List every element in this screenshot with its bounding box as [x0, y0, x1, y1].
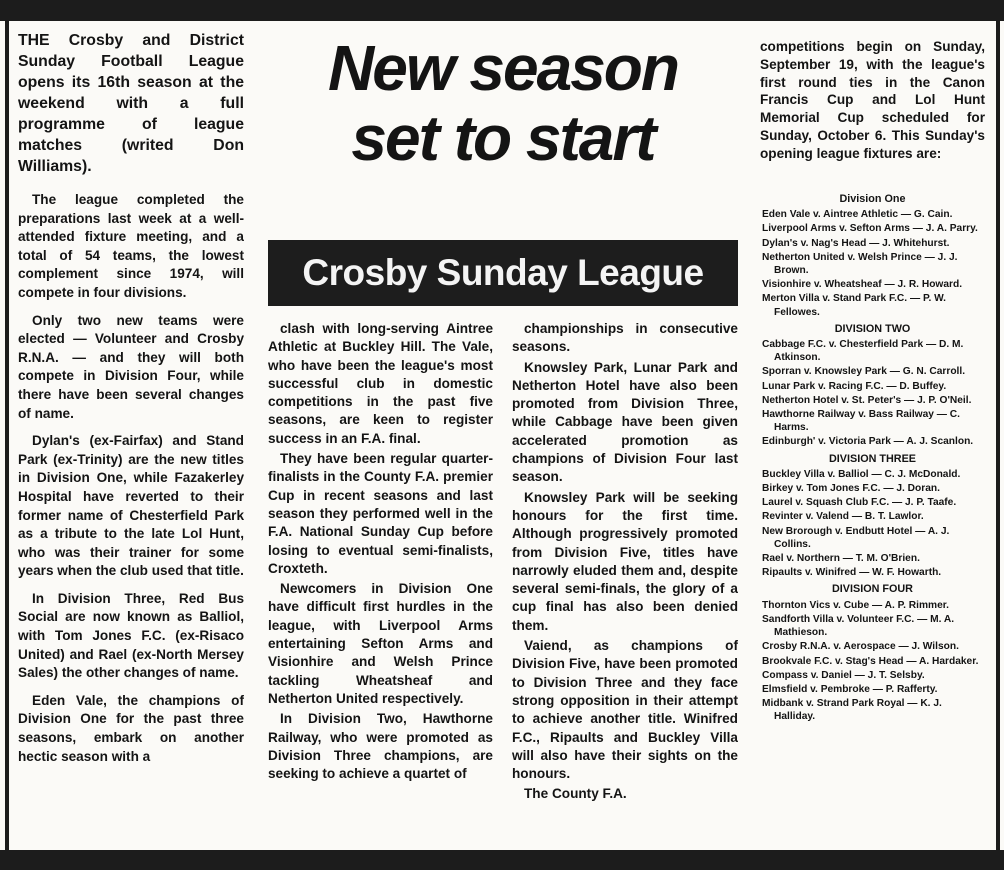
article-paragraph: Only two new teams were elected — Volunteer and Crosby R.N.A. — and they will both compete in Division Four, while there have been several changes of name.	[18, 312, 244, 421]
lead-paragraph: THE Crosby and District Sunday Football League opens its 16th season at the weekend with a full programme of league matches (writed Don Williams).	[18, 32, 244, 175]
fixture-item: Laurel v. Squash Club F.C. — J. P. Taafe.	[762, 497, 957, 509]
article-paragraph: The league completed the preparations last week at a well-attended fixture meeting, and a total of 54 teams, the lowest complement since 1974, will compete in four divisions.	[18, 192, 244, 300]
article-column-4	[760, 38, 985, 163]
division-heading: DIVISION THREE	[829, 452, 916, 465]
fixture-item: Elmsfield v. Pembroke — P. Rafferty.	[762, 683, 938, 695]
fixture-item: Edinburgh' v. Victoria Park — A. J. Scanlon.	[762, 436, 974, 448]
article-column-3	[512, 320, 738, 840]
headline	[268, 33, 738, 173]
article-paragraph: Eden Vale, the champions of Division One for the past three seasons, embark on another hectic season with a	[18, 692, 244, 764]
division-heading: DIVISION FOUR	[832, 583, 913, 596]
fixtures-list	[760, 190, 985, 845]
article-paragraph: Dylan's (ex-Fairfax) and Stand Park (ex-Trinity) are the new titles in Division One, while Fazakerley Hospital have reverted to their former name of Chesterfield Park as a tribute to the late Lol Hunt, who was their trainer for some years when the club used that title.	[18, 433, 244, 579]
fixture-item: Visionhire v. Wheatsheaf — J. R. Howard.	[762, 279, 963, 291]
headline-line-1: New season	[328, 32, 678, 104]
article-paragraph: In Division Two, Hawthorne Railway, who were promoted as Division Three champions, are seeking to achieve a quartet of	[268, 711, 493, 782]
right-rule	[996, 21, 1000, 850]
fixture-item: Ripaults v. Winifred — W. F. Howarth.	[762, 567, 942, 579]
headline-line-2: set to start	[351, 102, 655, 174]
fixture-item: Sandforth Villa v. Volunteer F.C. — M. A. Mathieson.	[762, 613, 955, 639]
article-column-1	[18, 30, 244, 840]
fixture-item: Lunar Park v. Racing F.C. — D. Buffey.	[762, 380, 947, 392]
article-paragraph: The County F.A.	[524, 786, 627, 802]
fixture-item: Netherton Hotel v. St. Peter's — J. P. O'Neil.	[762, 394, 972, 406]
fixture-item: Compass v. Daniel — J. T. Selsby.	[762, 669, 925, 681]
division-three-fixtures	[760, 468, 985, 580]
fixture-item: Cabbage F.C. v. Chesterfield Park — D. M. Atkinson.	[762, 339, 964, 364]
subheading-text: Crosby Sunday League	[302, 252, 704, 293]
fixture-item: Merton Villa v. Stand Park F.C. — P. W. Fellowes.	[762, 293, 946, 318]
bottom-rule	[0, 850, 1004, 870]
article-paragraph: In Division Three, Red Bus Social are now known as Balliol, with Tom Jones F.C. (ex-Risaco United) and Rael (ex-North Mersey Sales) the other changes of name.	[18, 590, 244, 681]
fixture-item: Hawthorne Railway v. Bass Railway — C. Harms.	[762, 409, 960, 434]
article-paragraph: championships in consecutive seasons.	[512, 321, 738, 355]
division-one-fixtures	[760, 208, 985, 319]
fixtures-intro: competitions begin on Sunday, September 19, with the league's first round ties in the Canon Francis Cup and Lol Hunt Memorial Cup scheduled for Sunday, October 6. This Sunday's opening league fixtures are:	[760, 39, 985, 161]
article-paragraph: Newcomers in Division One have difficult first hurdles in the league, with Liverpool Arms entertaining Sefton Arms and Visionhire and Welsh Prince tackling Wheatsheaf and Netherton United respectively.	[268, 581, 493, 706]
fixture-item: Thornton Vics v. Cube — A. P. Rimmer.	[762, 599, 949, 611]
fixture-item: Netherton United v. Welsh Prince — J. J. Brown.	[762, 251, 958, 277]
fixture-item: Dylan's v. Nag's Head — J. Whitehurst.	[762, 237, 950, 249]
fixture-item: Liverpool Arms v. Sefton Arms — J. A. Parry.	[762, 223, 978, 235]
article-paragraph: Vaiend, as champions of Division Five, have been promoted to Division Three and they face strong opposition in their attempt to achieve another title. Winifred F.C., Ripaults and Buckley Villa will also have their sights on the honours.	[512, 638, 738, 782]
article-paragraph: Knowsley Park, Lunar Park and Netherton Hotel have also been promoted from Division Three, while Cabbage have been given accelerated promotion as champions of Division Four last season.	[512, 359, 738, 485]
division-four-fixtures	[760, 599, 985, 724]
fixture-item: Rael v. Northern — T. M. O'Brien.	[762, 553, 920, 565]
fixture-item: Midbank v. Strand Park Royal — K. J. Halliday.	[762, 698, 942, 723]
division-two-fixtures	[760, 338, 985, 449]
article-paragraph: clash with long-serving Aintree Athletic at Buckley Hill. The Vale, who have been the league's most successful club in domestic competitions in the past five seasons, are keen to register success in an F.A. final.	[268, 321, 493, 446]
top-rule	[0, 0, 1004, 21]
left-rule	[5, 21, 9, 850]
fixture-item: Sporran v. Knowsley Park — G. N. Carroll.	[762, 366, 966, 378]
fixture-item: Revinter v. Valend — B. T. Lawlor.	[762, 511, 924, 523]
article-paragraph: They have been regular quarter-finalists in the County F.A. premier Cup in recent seasons and last season they performed well in the F.A. National Sunday Cup before losing to eventual semi-finalists, Croxteth.	[268, 451, 493, 576]
division-heading: Division One	[839, 193, 906, 205]
fixture-item: Crosby R.N.A. v. Aerospace — J. Wilson.	[762, 641, 959, 653]
article-column-2	[268, 320, 493, 840]
fixture-item: Buckley Villa v. Balliol — C. J. McDonald.	[762, 468, 961, 480]
subheading-banner	[268, 240, 738, 306]
fixture-item: Brookvale F.C. v. Stag's Head — A. Hardaker.	[762, 655, 979, 667]
fixture-item: Eden Vale v. Aintree Athletic — G. Cain.	[762, 209, 953, 221]
fixture-item: New Brorough v. Endbutt Hotel — A. J. Collins.	[762, 525, 950, 550]
division-heading: DIVISION TWO	[834, 322, 911, 335]
article-paragraph: Knowsley Park will be seeking honours for the first time. Although progressively promoted from Division Five, titles have narrowly eluded them and, despite several semi-finals, the glory of a cup final has also been denied them.	[512, 489, 738, 633]
fixture-item: Birkey v. Tom Jones F.C. — J. Doran.	[762, 483, 940, 495]
